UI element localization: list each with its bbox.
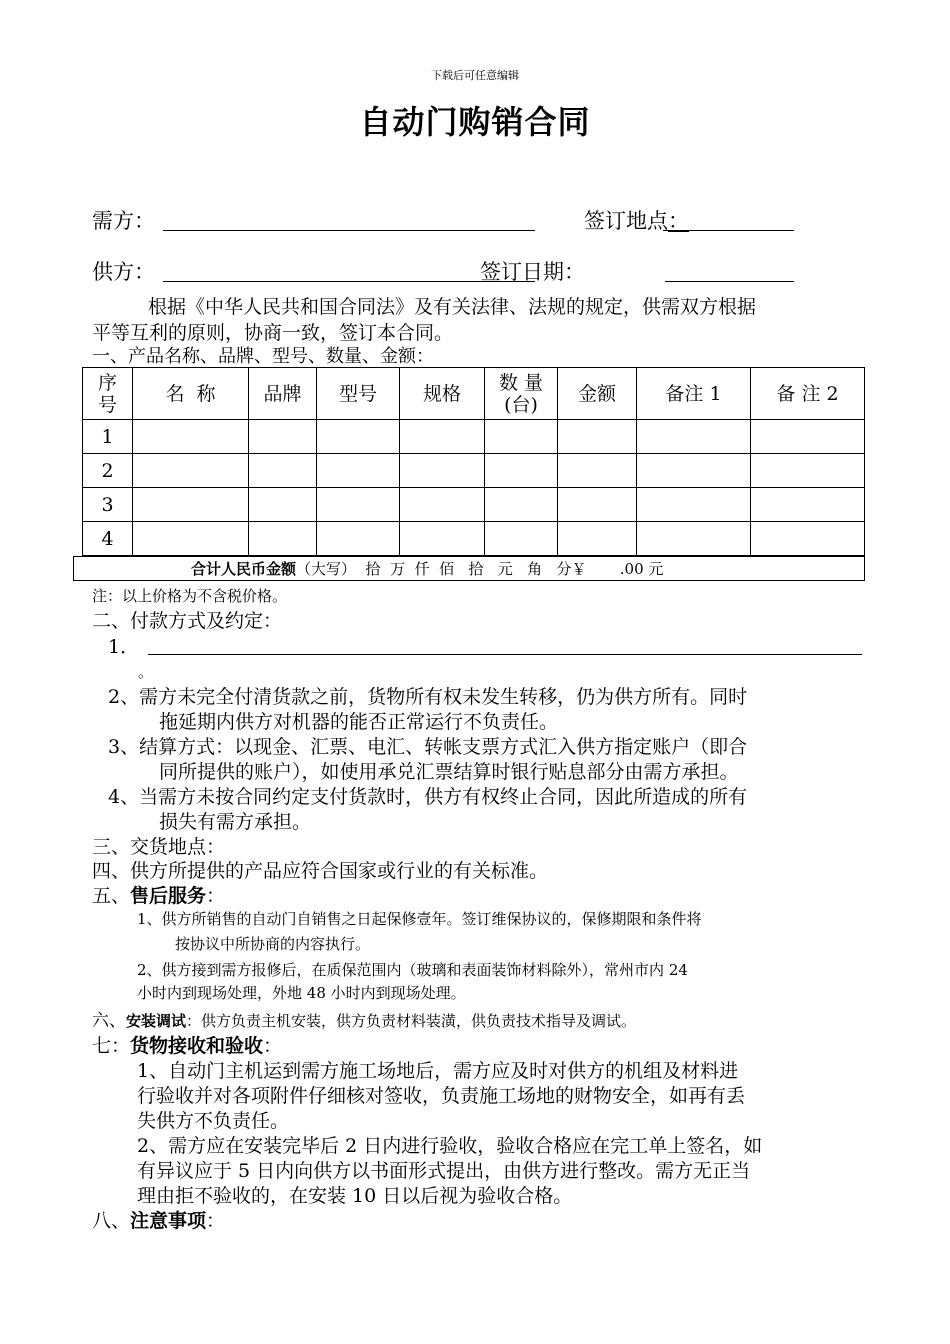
cell-brand[interactable] <box>249 454 317 488</box>
cell-amount[interactable] <box>558 454 637 488</box>
intro-line-1: 根据《中华人民共和国合同法》及有关法律、法规的规定，供需双方根据 <box>148 296 757 318</box>
acceptance-item-1-line-1: 1、自动门主机运到需方施工场地后，需方应及时对供方的机组及材料进 <box>137 1060 739 1082</box>
col-header-note2: 备 注 2 <box>751 368 865 420</box>
cell-model[interactable] <box>317 488 400 522</box>
service-item-1-line-1: 1、供方所销售的自动门自销售之日起保修壹年。签订维保协议的，保修期限和条件将 <box>137 910 702 928</box>
total-amount-row <box>73 556 865 581</box>
col-header-spec: 规格 <box>400 368 485 420</box>
buyer-input-line[interactable] <box>163 230 535 231</box>
cell-brand[interactable] <box>249 522 317 556</box>
payment-item-2-line-2: 拖延期内供方对机器的能否正常运行不负责任。 <box>159 711 559 733</box>
section-5-heading: 五、售后服务： <box>92 885 226 907</box>
col-header-brand: 品牌 <box>249 368 317 420</box>
cell-amount[interactable] <box>558 522 637 556</box>
cell-name[interactable] <box>133 420 249 454</box>
table-row <box>83 522 865 556</box>
cell-note1[interactable] <box>637 522 751 556</box>
intro-line-2: 平等互利的原则，协商一致，签订本合同。 <box>92 322 454 344</box>
service-item-2-line-1: 2、供方接到需方报修后，在质保范围内（玻璃和表面装饰材料除外），常州市内 24 <box>137 961 688 979</box>
acceptance-item-2-line-1: 2、需方应在安装完毕后 2 日内进行验收，验收合格应在完工单上签名，如 <box>137 1135 763 1157</box>
section-4-heading: 四、供方所提供的产品应符合国家或行业的有关标准。 <box>92 860 549 882</box>
table-header-row <box>83 368 865 420</box>
supplier-label: 供方： <box>92 260 155 284</box>
cell-note2[interactable] <box>751 488 865 522</box>
cell-note1[interactable] <box>637 454 751 488</box>
acceptance-item-2-line-3: 理由拒不验收的，在安装 10 日以后视为验收合格。 <box>137 1185 573 1207</box>
cell-model[interactable] <box>317 420 400 454</box>
payment-item-1-line[interactable] <box>148 654 862 655</box>
row-index: 4 <box>83 522 133 556</box>
cell-brand[interactable] <box>249 420 317 454</box>
cell-spec[interactable] <box>400 488 485 522</box>
payment-item-1-number: 1． <box>108 636 140 658</box>
price-note: 注：以上价格为不含税价格。 <box>92 587 288 605</box>
col-header-index: 序 号 <box>83 368 133 420</box>
section-3-heading: 三、交货地点： <box>92 836 226 858</box>
header-note: 下载后可任意编辑 <box>431 69 519 82</box>
cell-qty[interactable] <box>485 488 558 522</box>
cell-amount[interactable] <box>558 488 637 522</box>
section-1-heading: 一、产品名称、品牌、型号、数量、金额： <box>92 346 434 367</box>
product-table <box>82 367 865 556</box>
payment-item-3-line-1: 3、结算方式：以现金、汇票、电汇、转帐支票方式汇入供方指定账户（即合 <box>108 736 748 758</box>
buyer-label: 需方： <box>92 209 155 233</box>
payment-item-4-line-1: 4、当需方未按合同约定支付货款时，供方有权终止合同，因此所造成的所有 <box>108 786 748 808</box>
cell-model[interactable] <box>317 522 400 556</box>
sign-place-colon: ： <box>668 209 689 233</box>
table-row <box>83 420 865 454</box>
cell-qty[interactable] <box>485 454 558 488</box>
cell-note2[interactable] <box>751 454 865 488</box>
sign-place-input-line[interactable] <box>663 230 794 231</box>
payment-item-4-line-2: 损失有需方承担。 <box>159 811 312 833</box>
cell-note2[interactable] <box>751 522 865 556</box>
cell-qty[interactable] <box>485 522 558 556</box>
cell-qty[interactable] <box>485 420 558 454</box>
payment-item-3-line-2: 同所提供的账户），如使用承兑汇票结算时银行贴息部分由需方承担。 <box>159 761 739 783</box>
section-2-heading: 二、付款方式及约定： <box>92 610 283 632</box>
acceptance-item-2-line-2: 有异议应于 5 日内向供方以书面形式提出，由供方进行整改。需方无正当 <box>137 1160 751 1182</box>
payment-item-2-line-1: 2、需方未完全付清货款之前，货物所有权未发生转移，仍为供方所有。同时 <box>108 686 748 708</box>
section-8-heading: 八、注意事项： <box>92 1210 226 1232</box>
cell-brand[interactable] <box>249 488 317 522</box>
cell-name[interactable] <box>133 522 249 556</box>
section-7-heading: 七：货物接收和验收： <box>92 1035 283 1057</box>
row-index: 1 <box>83 420 133 454</box>
cell-model[interactable] <box>317 454 400 488</box>
row-index: 3 <box>83 488 133 522</box>
col-header-note1: 备注 1 <box>637 368 751 420</box>
section-6: 六、安装调试：供方负责主机安装，供方负责材料装潢，供负责技术指导及调试。 <box>92 1011 637 1031</box>
cell-name[interactable] <box>133 454 249 488</box>
total-amount-value: （大写） 拾 万 仟 佰 拾 元 角 分￥ .00 元 <box>296 560 664 578</box>
cell-spec[interactable] <box>400 522 485 556</box>
cell-note1[interactable] <box>637 488 751 522</box>
document-title: 自动门购销合同 <box>359 103 591 141</box>
col-header-qty: 数 量 (台) <box>485 368 558 420</box>
col-header-amount: 金额 <box>558 368 637 420</box>
cell-spec[interactable] <box>400 454 485 488</box>
acceptance-item-1-line-2: 行验收并对各项附件仔细核对签收，负责施工场地的财物安全，如再有丢 <box>137 1085 746 1107</box>
col-header-name: 名 称 <box>133 368 249 420</box>
table-row <box>83 488 865 522</box>
total-amount-text <box>191 557 663 581</box>
sign-date-input-line[interactable] <box>665 281 794 282</box>
cell-note1[interactable] <box>637 420 751 454</box>
sign-place-text: 签订地点 <box>584 209 668 233</box>
cell-amount[interactable] <box>558 420 637 454</box>
acceptance-item-1-line-3: 失供方不负责任。 <box>137 1110 290 1132</box>
total-amount-label: 合计人民币金额 <box>191 560 297 578</box>
col-header-model: 型号 <box>317 368 400 420</box>
cell-name[interactable] <box>133 488 249 522</box>
service-item-1-line-2: 按协议中所协商的内容执行。 <box>175 935 371 953</box>
sign-date-label: 签订日期： <box>480 260 585 284</box>
service-item-2-line-2: 小时内到现场处理，外地 48 小时内到现场处理。 <box>137 984 466 1002</box>
row-index: 2 <box>83 454 133 488</box>
payment-item-1-end: 。 <box>138 663 154 681</box>
cell-note2[interactable] <box>751 420 865 454</box>
cell-spec[interactable] <box>400 420 485 454</box>
table-row <box>83 454 865 488</box>
